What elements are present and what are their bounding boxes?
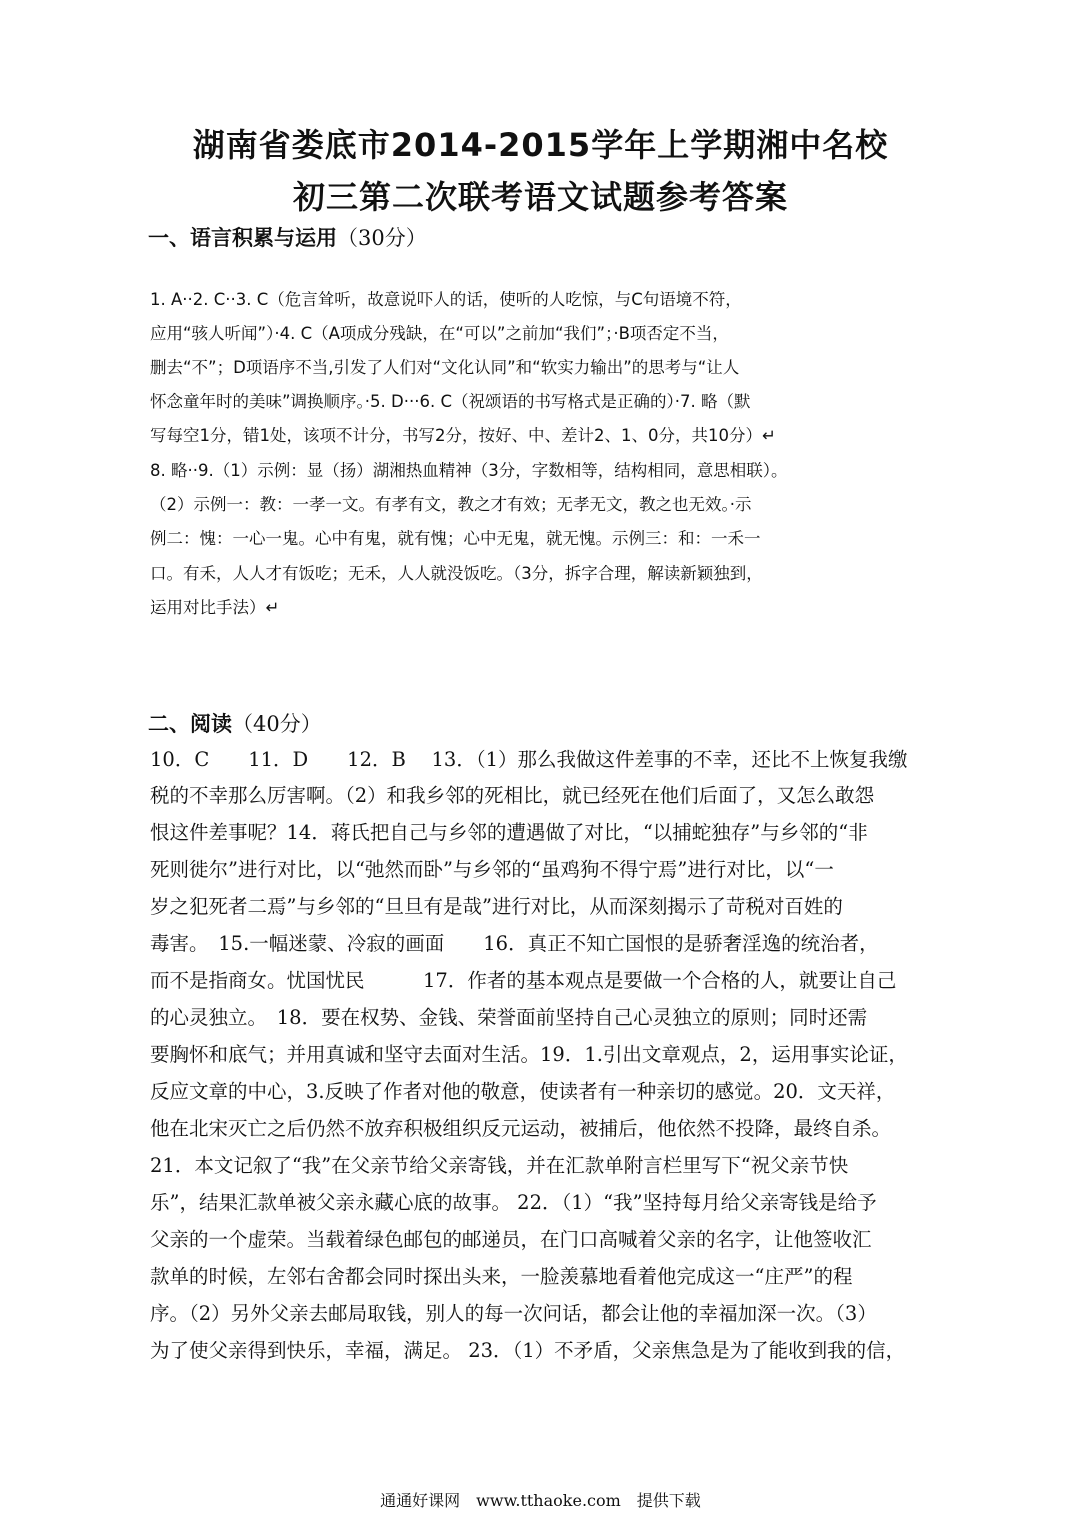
answer-line: 21．本文记叙了“我”在父亲节给父亲寄钱，并在汇款单附言栏里写下“祝父亲节快 <box>150 1154 849 1177</box>
answer-line: 恨这件差事呢？14．蒋氏把自己与乡邻的遭遇做了对比，“以捕蛇独存”与乡邻的“非 <box>150 821 868 844</box>
section-1-title: 一、语言积累与运用 <box>148 226 337 250</box>
section-2-score: （40分） <box>232 712 322 736</box>
answer-line: 10．C 11．D 12．B 13．（1）那么我做这件差事的不幸，还比不上恢复我缴 <box>150 748 908 771</box>
answer-line: 例二：愧：一心一鬼。心中有鬼，就有愧；心中无鬼，就无愧。示例三：和：一禾一 <box>150 529 761 548</box>
answer-line: 毒害。 15.一幅迷蒙、冷寂的画面 16．真正不知亡国恨的是骄奢淫逸的统治者， <box>150 932 879 955</box>
answer-line: 父亲的一个虚荣。当载着绿色邮包的邮递员，在门口高喊着父亲的名字，让他签收汇 <box>150 1228 872 1251</box>
document-title-line-1: 湖南省娄底市2014-2015学年上学期湘中名校 <box>192 126 889 164</box>
answer-line: 为了使父亲得到快乐，幸福，满足。 23．（1）不矛盾，父亲焦急是为了能收到我的信， <box>150 1339 906 1362</box>
answer-line: 要胸怀和底气；并用真诚和坚守去面对生活。19．1.引出文章观点，2，运用事实论证， <box>150 1043 908 1066</box>
answer-line: 款单的时候，左邻右舍都会同时探出头来，一脸羡慕地看着他完成这一“庄严”的程 <box>150 1265 853 1288</box>
answer-line: 写每空1分，错1处，该项不计分，书写2分，按好、中、差计2、1、0分，共10分）↵ <box>150 426 776 445</box>
section-2-heading <box>148 708 322 738</box>
answer-line: （2）示例一：教：一孝一文。有孝有文，教之才有效；无孝无文，教之也无效。·示 <box>150 495 752 514</box>
answer-line: 死则徙尔”进行对比，以“弛然而卧”与乡邻的“虽鸡狗不得宁焉”进行对比，以“一 <box>150 858 834 881</box>
page-footer: 通通好课网 www.tthaoke.com 提供下载 <box>380 1491 701 1510</box>
section-1-score: （30分） <box>337 226 427 250</box>
answer-line: 8. 略··9.（1）示例：显（扬）湖湘热血精神（3分，字数相等，结构相同，意思相联）。 <box>150 461 788 480</box>
answer-line: 的心灵独立。 18．要在权势、金钱、荣誉面前坚持自己心灵独立的原则；同时还需 <box>150 1006 868 1029</box>
answer-line: 他在北宋灭亡之后仍然不放弃积极组织反元运动，被捕后，他依然不投降，最终自杀。 <box>150 1117 892 1140</box>
answer-line: 1. A··2. C··3. C（危言耸听，故意说吓人的话，使听的人吃惊，与C句语境不符， <box>150 290 742 309</box>
answer-line: 反应文章的中心，3.反映了作者对他的敬意，使读者有一种亲切的感觉。20．文天祥， <box>150 1080 896 1103</box>
answer-line: 岁之犯死者二焉”与乡邻的“旦旦有是哉”进行对比，从而深刻揭示了苛税对百姓的 <box>150 895 843 918</box>
answer-line: 口。有禾，人人才有饭吃；无禾，人人就没饭吃。（3分，拆字合理，解读新颖独到， <box>150 564 763 583</box>
answer-line: 税的不幸那么厉害啊。（2）和我乡邻的死相比，就已经死在他们后面了，又怎么敢怨 <box>150 784 875 807</box>
answer-line: 运用对比手法）↵ <box>150 598 280 617</box>
answer-line: 乐”，结果汇款单被父亲永藏心底的故事。 22．（1）“我”坚持每月给父亲寄钱是给予 <box>150 1191 877 1214</box>
document-title-line-2: 初三第二次联考语文试题参考答案 <box>292 178 788 216</box>
section-1-heading <box>148 222 427 252</box>
answer-line: 怀念童年时的美味”调换顺序。·5. D···6. C（祝颂语的书写格式是正确的）·7. 略（默 <box>150 392 751 411</box>
answer-line: 删去“不”；D项语序不当,引发了人们对“文化认同”和“软实力输出”的思考与“让人 <box>150 358 740 377</box>
answer-line: 而不是指商女。忧国忧民 17．作者的基本观点是要做一个合格的人，就要让自己 <box>150 969 897 992</box>
answer-line: 应用“骇人听闻”）·4. C（A项成分残缺，在“可以”之前加“我们”；·B项否定不当， <box>150 324 729 343</box>
answer-line: 序。（2）另外父亲去邮局取钱，别人的每一次问话，都会让他的幸福加深一次。（3） <box>150 1302 877 1325</box>
section-2-title: 二、阅读 <box>148 712 232 736</box>
